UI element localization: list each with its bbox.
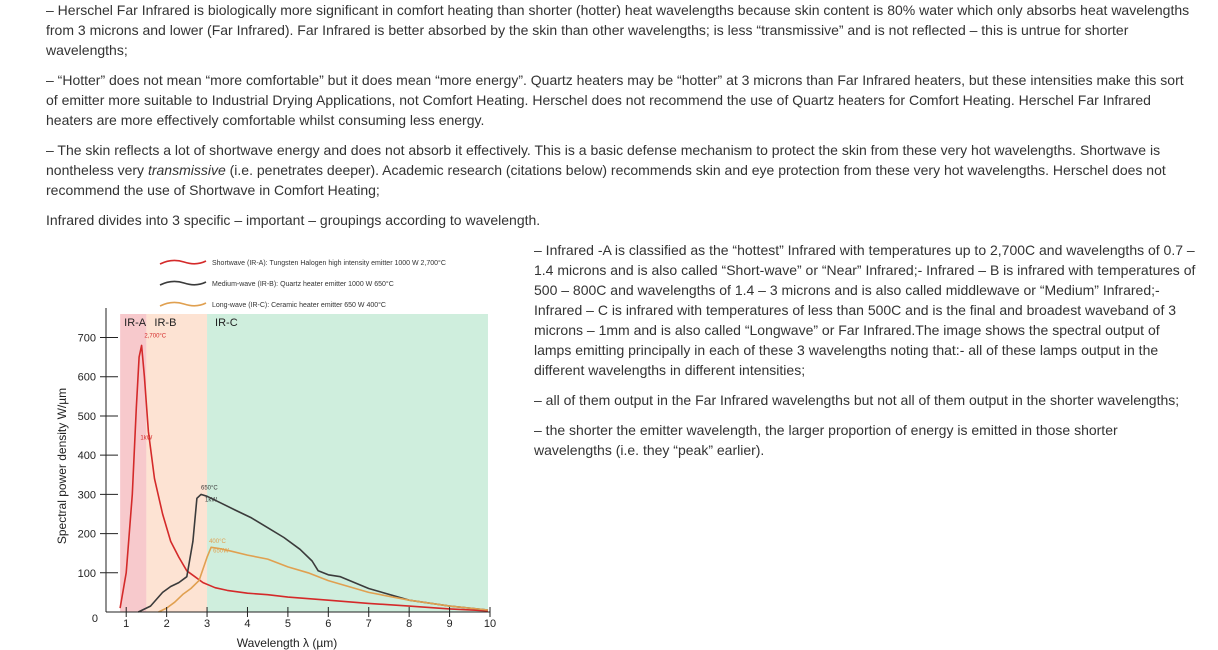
spectral-output-chart: [50, 242, 520, 650]
annotation-4: 400°C: [209, 538, 226, 545]
x-tick-label: 8: [406, 618, 413, 630]
y-tick-label: 300: [77, 489, 96, 502]
origin-label: 0: [91, 613, 98, 625]
paragraph-far-infrared: – Herschel Far Infrared is biologically more significant in comfort heating than shorter (hotter) heat wavelengths because skin content is 80% water which only absorbs heat wavelengths from 3 microns and lower (Far Infrared). Far Infrared is better absorbed by the skin than other wavelengths; is less “transmissive” and is not reflected – this is untrue for shorter wavelengths;: [46, 2, 1190, 58]
paragraph-skin-before: – The skin reflects a lot of shortwave energy and does not absorb it effectively. This is a basic defense mechanism to protect the skin from these very hot wavelengths. Shortwave is nontheless very: [46, 142, 1161, 178]
band-label-ir-a: IR-A: [124, 317, 147, 329]
x-tick-label: 1: [123, 618, 130, 630]
x-tick-label: 7: [365, 618, 372, 630]
annotation-0: 2,700°C: [144, 333, 167, 340]
x-tick-label: 10: [483, 618, 497, 630]
side-paragraph-classification: – Infrared -A is classified as the “hottest” Infrared with temperatures up to 2,700C and wavelengths of 0.7 – 1.4 microns and is also called “Short-wave” or “Near” Infrared;- Infrared – B is infrared with temperatures of 500 – 800C and wavelengths of 1.4 – 3 microns and is also called middlewave or “Medium” Infrared;- Infrared – C is infrared with temperatures of less than 500C and is the final and broadest waveband of 3 microns – 1mm and is also called “Longwave” or Far Infrared.The image shows the spectral output of lamps emitting principally in each of these 3 wavelengths noting that:- all of these lamps output in the different wavelengths in different intensities;: [534, 242, 1196, 378]
y-tick-label: 200: [77, 528, 96, 541]
side-paragraph-far-output: – all of them output in the Far Infrared wavelengths but not all of them output in the shorter wavelengths;: [534, 392, 1180, 408]
paragraph-hotter: – “Hotter” does not mean “more comfortable” but it does mean “more energy”. Quartz heaters may be “hotter” at 3 microns than Far Infrared heaters, but these intensities make this sort of emitter more suitable to Industrial Drying Applications, not Comfort Heating. Herschel does not recommend the use of Quartz heaters for Comfort Heating. Herschel Far Infrared heaters are more effectively comfortable whilst consuming less energy.: [46, 72, 1184, 128]
paragraph-groupings: Infrared divides into 3 specific – important – groupings according to wavelength.: [46, 212, 541, 228]
x-tick-label: 3: [203, 618, 211, 630]
band-label-ir-c: IR-C: [215, 317, 238, 329]
annotation-3: 1kW: [205, 497, 218, 504]
x-tick-label: 9: [446, 618, 453, 630]
band-ir-b: [146, 314, 207, 612]
x-tick-label: 4: [244, 618, 251, 630]
legend-entry-1: Medium-wave (IR-B): Quartz heater emitter 1000 W 650°C: [212, 281, 394, 288]
x-axis-label: Wavelength λ (µm): [236, 636, 338, 650]
legend-swatch-2: [160, 302, 206, 306]
legend-swatch-1: [160, 281, 206, 285]
y-tick-label: 700: [77, 332, 96, 345]
band-ir-c: [207, 314, 488, 612]
side-paragraph-shorter-peak: – the shorter the emitter wavelength, the larger proportion of energy is emitted in those shorter wavelengths (i.e. they “peak” earlier).: [534, 422, 1118, 458]
annotation-1: 1kW: [140, 435, 153, 442]
x-tick-label: 2: [163, 618, 170, 630]
x-tick-label: 6: [325, 618, 332, 630]
paragraph-skin-reflects: [46, 140, 1196, 200]
y-tick-label: 500: [77, 410, 96, 423]
y-axis-label: Spectral power density W/µm: [55, 387, 69, 545]
legend-entry-2: Long-wave (IR-C): Ceramic heater emitter 650 W 400°C: [212, 302, 386, 309]
annotation-2: 650°C: [200, 485, 218, 492]
y-tick-label: 600: [77, 371, 96, 384]
x-tick-label: 5: [284, 618, 291, 630]
band-label-ir-b: IR-B: [154, 317, 177, 329]
legend-swatch-0: [160, 260, 206, 264]
paragraph-skin-after: (i.e. penetrates deeper). Academic research (citations below) recommends skin and eye protection from these very hot wavelengths. Herschel does not recommend the use of Shortwave in Comfort Heating;: [46, 162, 1166, 198]
y-tick-label: 100: [77, 567, 96, 580]
y-tick-label: 400: [77, 450, 96, 463]
emphasis-transmissive: transmissive: [147, 162, 226, 178]
legend-entry-0: Shortwave (IR-A): Tungsten Halogen high intensity emitter 1000 W 2,700°C: [212, 260, 446, 267]
annotation-5: 650W: [213, 548, 229, 555]
